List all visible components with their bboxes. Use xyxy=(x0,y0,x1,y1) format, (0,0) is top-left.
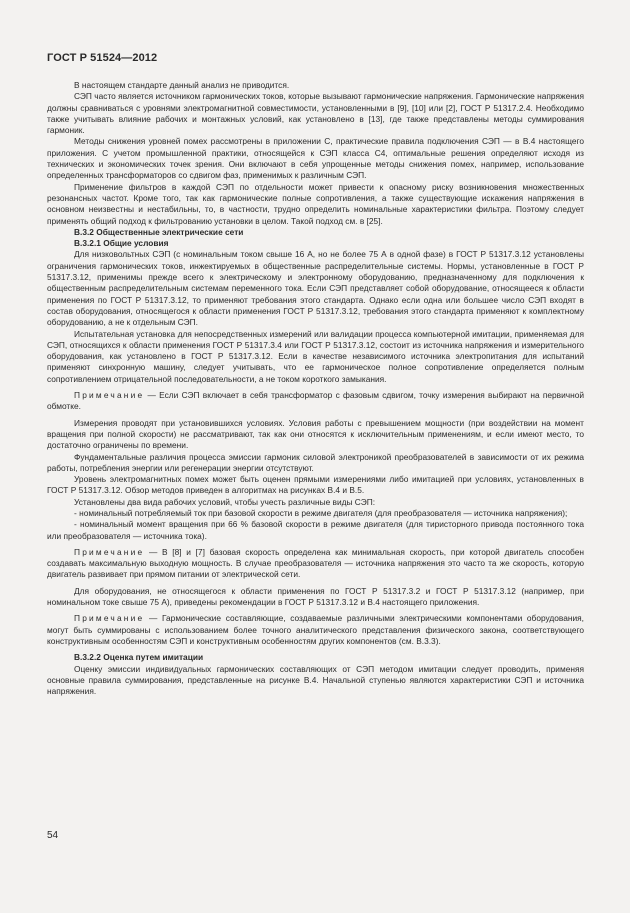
paragraph: Применение фильтров в каждой СЭП по отдельности может привести к опасному риску возникновения множественных резонансных частот. Кроме того, так как гармонические полные сопротивления, а также существующие искажения напряжения в основном неизвестны и нестабильны, то, в частности, трудно определить номинальные характеристики фильтра. Поэтому следует применять общий подход к фильтрованию установки в целом. Такой подход см. в [25]. xyxy=(47,181,584,226)
paragraph: Измерения проводят при установившихся условиях. Условия работы с превышением мощности (при воздействии на момент вращения при полной скорости) не рассматривают, так как они относятся к исключительным применениям, и если имеют место, то достаточно ограничены по времени. xyxy=(47,417,584,451)
paragraph: Для оборудования, не относящегося к области применения по ГОСТ Р 51317.3.2 и ГОСТ Р 51317.3.12 (например, при номинальном токе свыше 75 А), приведены рекомендации в ГОСТ Р 51317.3.12 и В.4 настоящего приложения. xyxy=(47,585,584,608)
paragraph: Фундаментальные различия процесса эмиссии гармоник силовой электроникой преобразователей в зависимости от их режима работы, потребления энергии или регенерации энергии отсутствуют. xyxy=(47,451,584,473)
paragraph: Установлены два вида рабочих условий, чтобы учесть различные виды СЭП: xyxy=(74,496,376,507)
section-heading: В.3.2 Общественные электрические сети xyxy=(74,226,244,237)
paragraph: Методы снижения уровней помех рассмотрены в приложении С, практические правила подключения СЭП — в В.4 настоящего приложения. С учетом промышленной практики, относящейся к СЭП класса С4, оптимальные решения определяют исходя из технических и экономических точек зрения. Они включают в себя упрощенные методы снижения помех, например, использование определенных трансформаторов со сдвигом фаз, применимых к различным СЭП. xyxy=(47,136,584,181)
note: Примечание — Если СЭП включает в себя трансформатор с фазовым сдвигом, точку измерения выбирают на первичной обмотке. xyxy=(47,390,584,412)
standard-title: ГОСТ Р 51524—2012 xyxy=(47,52,158,64)
document-body xyxy=(47,80,584,697)
note: Примечание — В [8] и [7] базовая скорость определена как минимальная скорость, при которой двигатель способен создавать максимальную выходную мощность. В случае преобразователя — источника напряжения это часто та же скорость, которую двигатель развивает при прямом питании от электрической сети. xyxy=(47,546,584,580)
list-item: - номинальный момент вращения при 66 % базовой скорости в режиме двигателя (для тиристорного привода постоянного тока или преобразователя — источника тока). xyxy=(47,519,584,541)
list-item: - номинальный потребляемый ток при базовой скорости в режиме двигателя (для преобразователя — источника напряжения); xyxy=(74,507,568,518)
paragraph: Для низковольтных СЭП (с номинальным током свыше 16 А, но не более 75 А в одной фазе) в ГОСТ Р 51317.3.12 установлены ограничения гармонических токов, инжектируемых в общественные распределительные системы. Нормы, установленные в ГОСТ Р 51317.3.12, применимы прежде всего к электрическому и электронному оборудованию, предназначенному для подключения к общественным распределительным системам переменного тока. Если СЭП представляет собой оборудование, относящееся к области применения по ГОСТ Р 51317.3.12, то применяют требования этого стандарта. Однако если одна или большее число СЭП входят в состав оборудования, относящегося к области применения ГОСТ Р 51317.3.12, требования этого стандарта применяют к комплектному оборудованию, а не к отдельным СЭП. xyxy=(47,249,584,328)
note-label: Примечание xyxy=(74,546,145,557)
note-label: Примечание xyxy=(74,390,145,401)
paragraph: Испытательная установка для непосредственных измерений или валидации процесса компьютерной имитации, применяемая для СЭП, относящихся к области применения ГОСТ Р 51317.3.4 или ГОСТ Р 51317.3.12, состоит из источника напряжения и измерительного оборудования, как установлено в ГОСТ Р 51317.3.12. Если в качестве независимого источника электропитания для испытаний применяют синхронную машину, следует учитывать, что ее гармоническое полное сопротивление определяется полным сопротивлением отрицательной последовательности, а не током короткого замыкания. xyxy=(47,328,584,384)
paragraph: Оценку эмиссии индивидуальных гармонических составляющих от СЭП методом имитации следует проводить, применяя основные правила суммирования, представленные на рисунке В.4. Начальной ступенью являются характеристики СЭП и источника напряжения. xyxy=(47,663,584,697)
paragraph: СЭП часто является источником гармонических токов, которые вызывают гармонические напряжения. Гармонические напряжения должны сравниваться с уровнями электромагнитной совместимости, установленными в [9], [10] или [2], ГОСТ Р 51317.2.4. Необходимо также учитывать влияние рабочих и монтажных условий, как установлено в [13], где также представлены методы суммирования гармоник. xyxy=(47,91,584,136)
subsection-heading: В.3.2.1 Общие условия xyxy=(74,238,169,249)
note: Примечание — Гармонические составляющие, создаваемые различными электрическими компонентами оборудования, могут быть суммированы с использованием более точного аналитического представления физического закона, соответствующего конструктивным особенностям СЭП и конструктивным особенностям других компонентов (см. В.3.3). xyxy=(47,613,584,646)
paragraph: В настоящем стандарте данный анализ не приводится. xyxy=(74,80,290,90)
subsection-heading: В.3.2.2 Оценка путем имитации xyxy=(74,652,204,663)
page-number: 54 xyxy=(47,830,59,841)
note-label: Примечание xyxy=(74,613,145,624)
paragraph: Уровень электромагнитных помех может быть оценен прямыми измерениями либо имитацией при условиях, установленных в ГОСТ Р 51317.3.12. Обзор методов приведен в алгоритмах на рисунках В.4 и В.5. xyxy=(47,474,584,496)
